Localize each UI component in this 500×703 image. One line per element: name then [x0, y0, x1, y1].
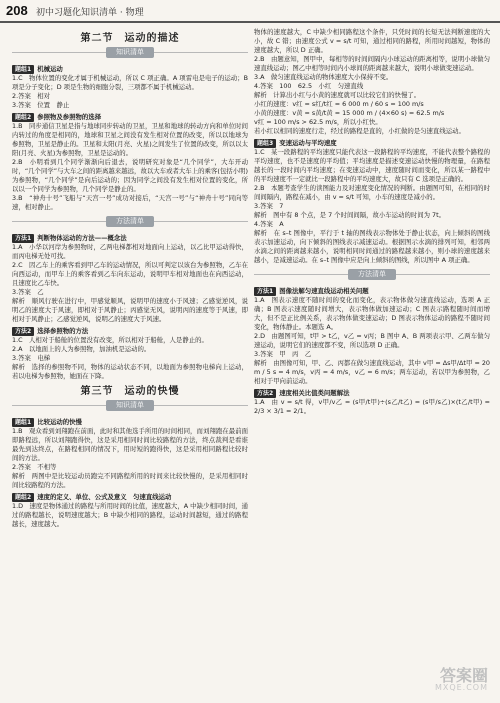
method1-answer-3: 3.答案 乙	[12, 288, 44, 296]
answer-r-3: 3.A 做匀速直线运动的物体速度大小保持不变。	[254, 73, 393, 81]
speed-answer-1: 1.B 观众看到刘翔跑在前面，此时和其他选手所用的时间相同，而刘翔跑在最前面即路程远，所以刘翔跑得快，这是采用相同时间比较路程的方法，终点裁判是看谁最先到达终点，在路程相同的情况下，用时短的跑得快，这是采用相同路程比较时间的方法。	[12, 427, 248, 462]
page-number: 208	[6, 3, 28, 18]
avg-speed-answer-1: 1.C 某一段路程的平均速度只能代表这一段路程的平均速度，不能代表整个路程的平均速度，也不是速度的平均值；平均速度是描述变速运动快慢的物理量，在路程越长的一段时间内平均速度；在变速运动中，速度随时间而变化，所以某一路程中的平均速度不一定就比一段路程中的平均速度大，故只有 C 选项是正确的。	[254, 148, 490, 183]
method2-heading: 方法2 选择参照物的方法	[12, 327, 248, 336]
speed-answer-2: 2.答案 不相等	[12, 463, 57, 471]
graph-method-heading: 方法1 图像法解匀速直线运动相关问题	[254, 287, 490, 296]
avg-speed-explanation-3: 解析 图中有 8 个点，是 7 个时间间隔，故小车运动的时间为 7t。	[254, 211, 446, 219]
speed-group1-heading: 题组1 比较运动的快慢	[12, 418, 248, 427]
answer-r-2: 2.B 由题意知，图甲中，每相等的时间间隔内小球运动的距离相等，说明小球做匀速直线运动；图乙中相等时间内小球间的距离越来越大，说明小球做变速运动。	[254, 55, 490, 72]
group2-heading: 题组2 参照物及参照物的选择	[12, 113, 248, 122]
speed-definition-answer: 1.D 速度是物体通过的路程与所用时间的比值，速度越大，A 中缺少相同时间，通过的路程越长，说明速度越大；B 中缺少相同的路程，运动时间越短，通过的路程越长，速度越大。	[12, 502, 248, 528]
method1-answer-2: 2.C 因乙车上的乘客看到甲乙车的运动情况，所以可判定以该台为参照物，乙车在向西运动，而甲车上的乘客看到乙车向东运动，说明甲车相对地面也在向西运动，且速度比乙车快。	[12, 261, 248, 287]
explanation-r-4: 解析 计算出小红与小黄的速度就可以比较它们的快慢了。	[254, 91, 421, 99]
method1-explanation: 解析 顺风行驶在进行中，甲感觉顺风，说明甲的速度小于风速；乙感觉逆风，说明乙的速度大于风速，即相对于风静止；丙感觉无风，说明丙的速度等于风速，即相对于风静止；乙感觉逆风，说明乙的速度大于风速。	[12, 297, 248, 323]
graph-explanation-3: 解析 由图像可知，甲、乙、丙都在做匀速直线运动，其中 v甲 = Δs甲/Δt甲 = 20 m / 5 s = 4 m/s，v丙 = 4 m/s，v乙 = 6 m/s；两车运动，若以甲为参照物，乙相对于甲向前运动。	[254, 359, 490, 385]
answer-1-1: 1.C 物体位置的变化才属于机械运动，所以 C 项正确。A 项雷电是电子的运动；B 项是分子变化；D 项是生物的细胞分裂，三项都不属于机械运动。	[12, 74, 248, 91]
equation-yellow-speed: 小黄的速度：v黄 = s黄/t黄 = 15 000 m / (4×60 s) = 62.5 m/s	[254, 109, 445, 117]
method2-answer-1: 1.C 人相对于船舱的位置没有改变，所以相对于船舱，人是静止的。	[12, 336, 208, 344]
header-rule	[0, 21, 500, 23]
answer-2-3: 3.B “神舟十号”飞船与“天宫一号”成功对接后，“天宫一号”与“神舟十号”同向等速，相对静止。	[12, 194, 248, 211]
graph-answer-3: 3.答案 甲 丙 乙	[254, 350, 312, 358]
graph-answer-1: 1.A 图表示速度不随时间的变化而变化，表示物体做匀速直线运动，选项 A 正确；B 图表示速度随时间增大，表示物体做加速运动；C 图表示路程随时间而增大，但不是正比例关系，表示物体做变速运动；D 图表示物体运动的路程不随时间变化，物体静止。本题选 A。	[254, 296, 490, 331]
page-header	[0, 0, 500, 24]
book-title: 初中习题化知识清单 · 物理	[36, 8, 144, 18]
method-band: 方法清单	[12, 216, 248, 228]
answer-r-4: 4.答案 100 62.5 小红 匀速直线	[254, 82, 364, 90]
ratio-method-heading: 方法2 速度相关比值类问题解法	[254, 389, 490, 398]
method2-answer-3: 3.答案 电梯	[12, 354, 51, 362]
group1-heading: 题组1 机械运动	[12, 65, 248, 74]
continued-answer: 物体的速度越大，C 中缺少相同路程这个条件，只凭时间的长短无法判断速度的大小，故 C 错；由速度公式 v = s/t 可知，通过相同的路程，所用时间越短，物体的速度越大，所以 D 正确。	[254, 28, 490, 54]
knowledge-band-2: 知识清单	[12, 400, 248, 412]
group3-heading: 题组3 变速运动与平均速度	[254, 139, 490, 148]
method-band-2: 方法清单	[254, 269, 490, 281]
equation-red-speed: 小红的速度：v红 = s红/t红 = 6 000 m / 60 s = 100 m/s	[254, 100, 424, 108]
answer-1-3: 3.答案 位置 静止	[12, 101, 70, 109]
right-column	[254, 28, 490, 416]
method2-answer-2: 2.A 以地面上的人为参照物，加油机是运动的。	[12, 345, 151, 353]
watermark-text: 答案圈	[439, 668, 488, 685]
answer-1-2: 2.答案 相对	[12, 92, 51, 100]
equation-compare: v红 = 100 m/s > 62.5 m/s，所以小红快。	[254, 118, 382, 126]
method2-explanation: 解析 选择的参照物不同，物体的运动状态不同，以地面为参照物电梯向上运动，若以电梯为参照物，她面在下降。	[12, 363, 248, 380]
avg-speed-answer-3: 3.答案 7	[254, 202, 284, 210]
answer-2-1: 1.B 同步通信卫星是指与地球同步转动的卫星，卫星和地球的转动方向和单位时间内转过的角度是相同的，地球和卫星之间没有发生相对位置的改变，所以以地球为参照物，卫星是静止的。卫星和太阳(月亮、火星)之间发生了位置的改变，所以以太阳(月亮、火星)为参照物，卫星是运动的。	[12, 122, 248, 157]
left-column	[12, 28, 248, 529]
watermark-url: MXQE.COM	[434, 683, 488, 692]
avg-speed-answer-2: 2.B 本题考查学生的读图能力及对速度变化情况的判断。由题图可知，在相同的时间间隔内，路程在减小，由 v = s/t 可知，小车的速度是减小的。	[254, 184, 490, 201]
section-title-speed: 第三节 运动的快慢	[80, 386, 180, 397]
method1-heading: 方法1 判断物体运动的方法——概念法	[12, 234, 248, 243]
method1-answer-1: 1.A 小华以河岸为参照物时，乙两电梯都相对地面向上运动，以乙比甲运动得快，而丙电梯无处可找。	[12, 243, 248, 260]
avg-speed-answer-4: 4.答案 A	[254, 220, 284, 228]
answer-2-2: 2.B 小明看到几个同学渐渐向后退去，说明研究对象是“几个同学”，大车开动时，“几个同学”与大车之间的距离越来越远，故以大车或者大车上的乘客(包括小明)为参照物，“几个同学”是向后运动的；因为同学之间没有发生相对位置的变化，所以以一个同学为参照物，几个同学是静止的。	[12, 158, 248, 193]
speed-group2-heading: 题组2 速度的定义、单位、公式及意义 匀速直线运动	[12, 493, 248, 502]
speed-explanation: 解析 两图中是比较运动员跑完不同路程所用的时间来比较快慢的，是采用相同时间比较路程的方法。	[12, 472, 248, 489]
watermark	[406, 663, 492, 697]
section-title-motion-description: 第二节 运动的描述	[80, 33, 180, 44]
avg-speed-explanation-4: 解析 在 s–t 图像中，平行于 t 轴的图线表示物体处于静止状态，向上倾斜的图线表示加速运动，向下倾斜的图线表示减速运动。根据图示水滴的排列可知，相邻两水滴之间的距离越来越小，说明相同时间通过的路程越来越小，则小球的速度越来越小，是减速运动。在 s–t 图像中应是向上倾斜的图线，所以图中 A 项正确。	[254, 229, 490, 264]
knowledge-band: 知识清单	[12, 47, 248, 59]
graph-answer-2: 2.D 由题图可知，t甲 > t乙，v乙 = v丙；B 图中 A、B 两项表示甲、乙两车做匀速运动，说明它们的速度都不变，所以选项 D 正确。	[254, 332, 490, 349]
ratio-answer-1: 1.A 由 v = s/t 得，v甲/v乙 = (s甲/t甲)÷(s乙/t乙) = (s甲/s乙)×(t乙/t甲) = 2/3 × 3/1 = 2/1。	[254, 398, 490, 415]
explanation-r-4b: 若小红以相同的速度行走，经过的路程是直的，小红做的是匀速直线运动。	[254, 127, 465, 135]
